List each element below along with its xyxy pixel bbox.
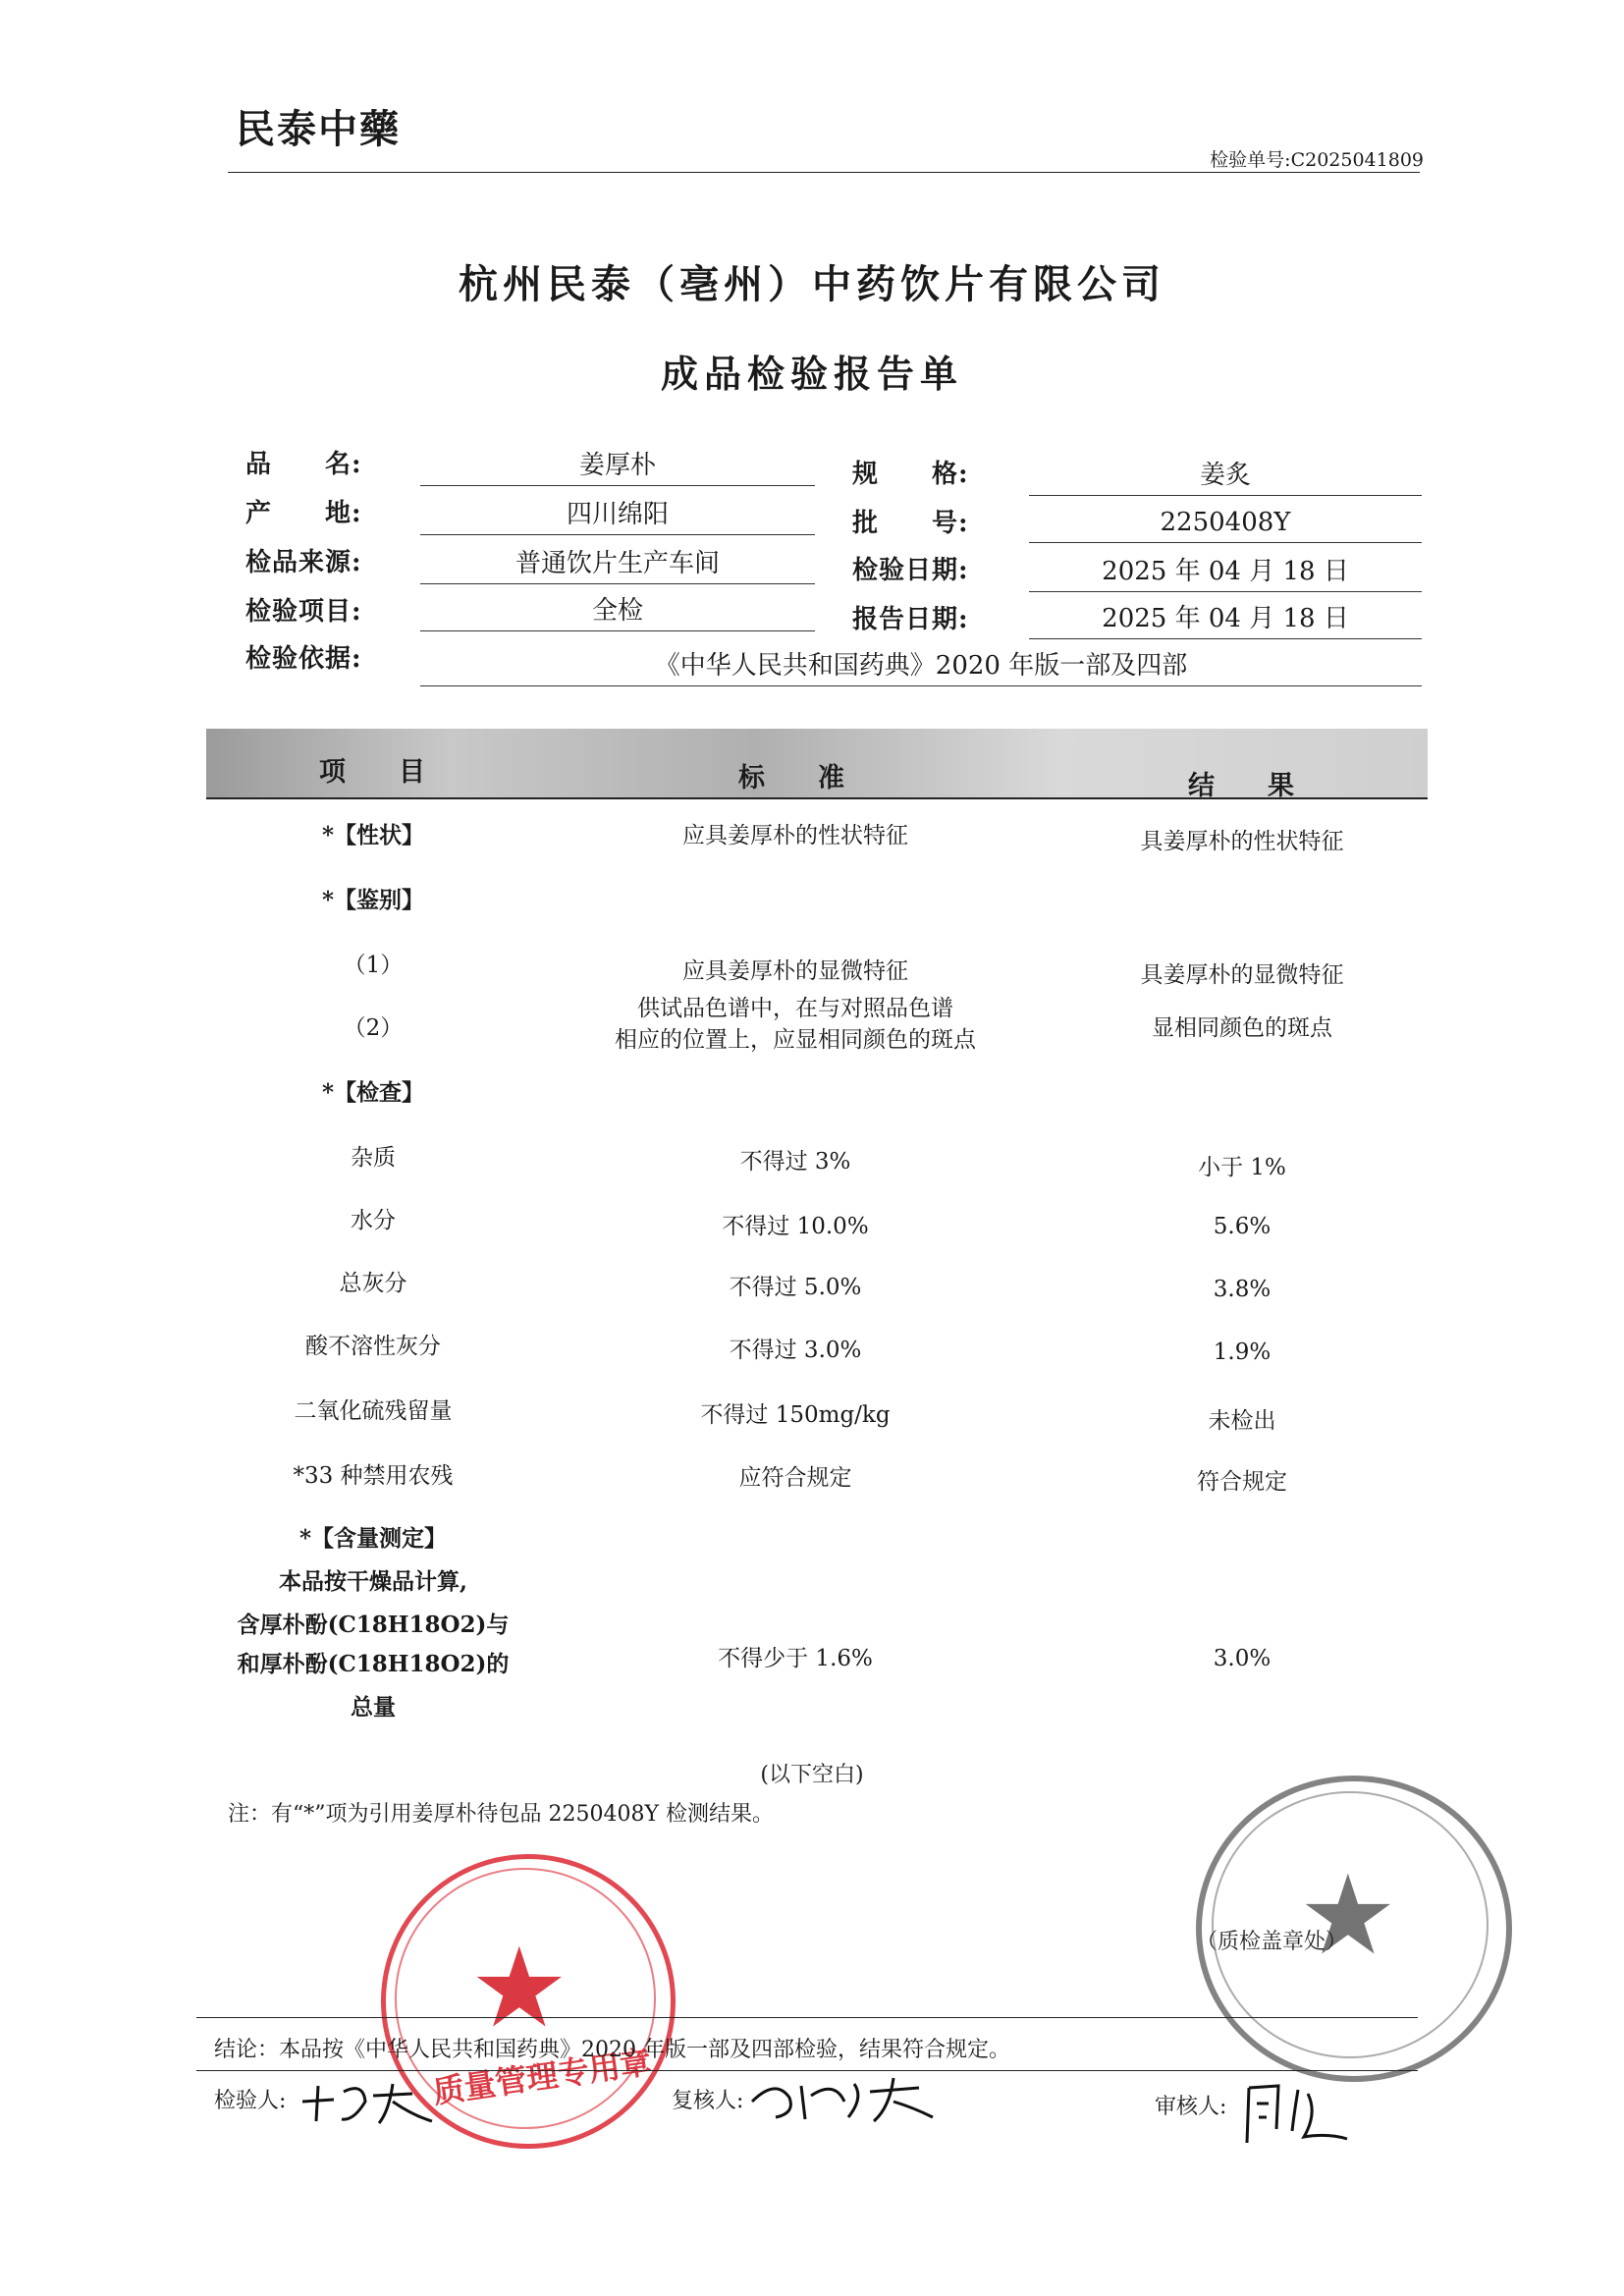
field-value-name: 姜厚朴 — [420, 448, 815, 486]
field-label-spec: 规 格: — [852, 460, 969, 489]
row-item: 二氧化硫残留量 — [294, 1398, 453, 1424]
row-item: （2） — [343, 1015, 404, 1041]
quality-seal-bottom-text: 质量管理专用章 — [430, 2043, 654, 2111]
seal-star-icon: ★ — [475, 1930, 564, 2046]
row-item: 水分 — [351, 1208, 396, 1233]
row-result: 小于 1% — [1198, 1155, 1286, 1180]
row-standard: 应具姜厚朴的显微特征 — [682, 958, 908, 984]
field-value-test-item: 全检 — [420, 593, 815, 631]
row-result: 3.0% — [1213, 1646, 1272, 1671]
row-standard-line2: 相应的位置上，应显相同颜色的斑点 — [615, 1027, 976, 1053]
approver-signature — [1239, 2074, 1357, 2153]
reviewer-signature — [746, 2068, 943, 2127]
row-result: 符合规定 — [1197, 1469, 1287, 1495]
company-logo: 民泰中藥 — [236, 106, 401, 152]
row-item: *33 种禁用农残 — [293, 1463, 454, 1489]
field-value-report-date: 2025 年 04 月 18 日 — [1029, 601, 1422, 639]
field-label-basis: 检验依据: — [245, 644, 362, 674]
row-standard: 应具姜厚朴的性状特征 — [682, 823, 908, 848]
inspector-signature — [295, 2072, 442, 2131]
row-standard: 不得过 3% — [739, 1149, 851, 1175]
field-value-batch: 2250408Y — [1029, 505, 1422, 543]
col-header-standard: 标 准 — [738, 763, 844, 793]
field-value-source: 普通饮片生产车间 — [420, 546, 815, 584]
row-item: *【含量测定】 — [298, 1525, 448, 1552]
row-standard: 供试品色谱中，在与对照品色谱 — [637, 996, 953, 1021]
field-label-test-date: 检验日期: — [852, 556, 969, 585]
row-result: 具姜厚朴的显微特征 — [1140, 962, 1344, 988]
footnote: 注：有“*”项为引用姜厚朴待包品 2250408Y 检测结果。 — [228, 1802, 774, 1827]
row-standard: 不得过 5.0% — [729, 1275, 862, 1300]
field-label-batch: 批 号: — [852, 509, 969, 538]
row-item: 总灰分 — [339, 1271, 407, 1296]
doc-number-label: 检验单号: — [1210, 149, 1291, 171]
row-standard: 不得过 3.0% — [729, 1338, 862, 1363]
row-result: 具姜厚朴的性状特征 — [1140, 829, 1344, 854]
field-label-origin: 产 地: — [245, 499, 362, 528]
row-standard: 不得过 150mg/kg — [700, 1402, 891, 1428]
doc-number-value: C2025041809 — [1290, 149, 1424, 171]
row-standard: 不得少于 1.6% — [718, 1646, 873, 1671]
row-item: *【性状】 — [321, 822, 425, 848]
inspector-label: 检验人: — [214, 2089, 287, 2113]
field-label-test-item: 检验项目: — [245, 597, 362, 627]
conclusion: 结论：本品按《中华人民共和国药典》2020 年版一部及四部检验，结果符合规定。 — [214, 2038, 1010, 2062]
doc-number — [1210, 145, 1424, 172]
conclusion-divider-top — [196, 2017, 1418, 2018]
row-item: 和厚朴酚(C18H18O2)的 — [237, 1651, 510, 1677]
field-value-origin: 四川绵阳 — [420, 497, 815, 535]
row-result: 5.6% — [1213, 1214, 1272, 1239]
field-label-report-date: 报告日期: — [852, 605, 969, 634]
row-standard: 应符合规定 — [738, 1465, 852, 1491]
row-result: 3.8% — [1213, 1277, 1272, 1302]
seal-placeholder-label: （质检盖章处） — [1196, 1930, 1348, 1954]
company-name: 杭州民泰（亳州）中药饮片有限公司 — [459, 261, 1165, 307]
field-value-test-date: 2025 年 04 月 18 日 — [1029, 554, 1422, 592]
seal-star-icon: ★ — [1304, 1857, 1392, 1973]
row-standard: 不得过 10.0% — [722, 1214, 869, 1239]
row-item: 含厚朴酚(C18H18O2)与 — [237, 1612, 510, 1638]
row-item: 酸不溶性灰分 — [305, 1334, 441, 1359]
report-title: 成品检验报告单 — [660, 352, 963, 396]
row-item: 总量 — [351, 1694, 396, 1721]
approver-label: 审核人: — [1155, 2095, 1227, 2119]
row-result: 1.9% — [1213, 1339, 1272, 1365]
row-result: 未检出 — [1208, 1408, 1276, 1434]
blank-below-marker: (以下空白) — [760, 1763, 864, 1787]
field-label-name: 品 名: — [245, 450, 362, 479]
field-value-basis: 《中华人民共和国药典》2020 年版一部及四部 — [420, 648, 1422, 686]
col-header-item: 项 目 — [319, 757, 425, 788]
row-result: 显相同颜色的斑点 — [1152, 1015, 1332, 1041]
row-item: 本品按干燥品计算, — [278, 1568, 467, 1595]
field-label-source: 检品来源: — [245, 548, 362, 577]
header-divider — [228, 172, 1420, 173]
row-item: 杂质 — [351, 1145, 396, 1171]
row-item: *【检查】 — [321, 1079, 425, 1106]
field-value-spec: 姜炙 — [1029, 458, 1422, 496]
col-header-result: 结 果 — [1188, 771, 1294, 801]
row-item: （1） — [343, 953, 404, 978]
reviewer-label: 复核人: — [672, 2089, 744, 2113]
row-item: *【鉴别】 — [321, 887, 425, 913]
